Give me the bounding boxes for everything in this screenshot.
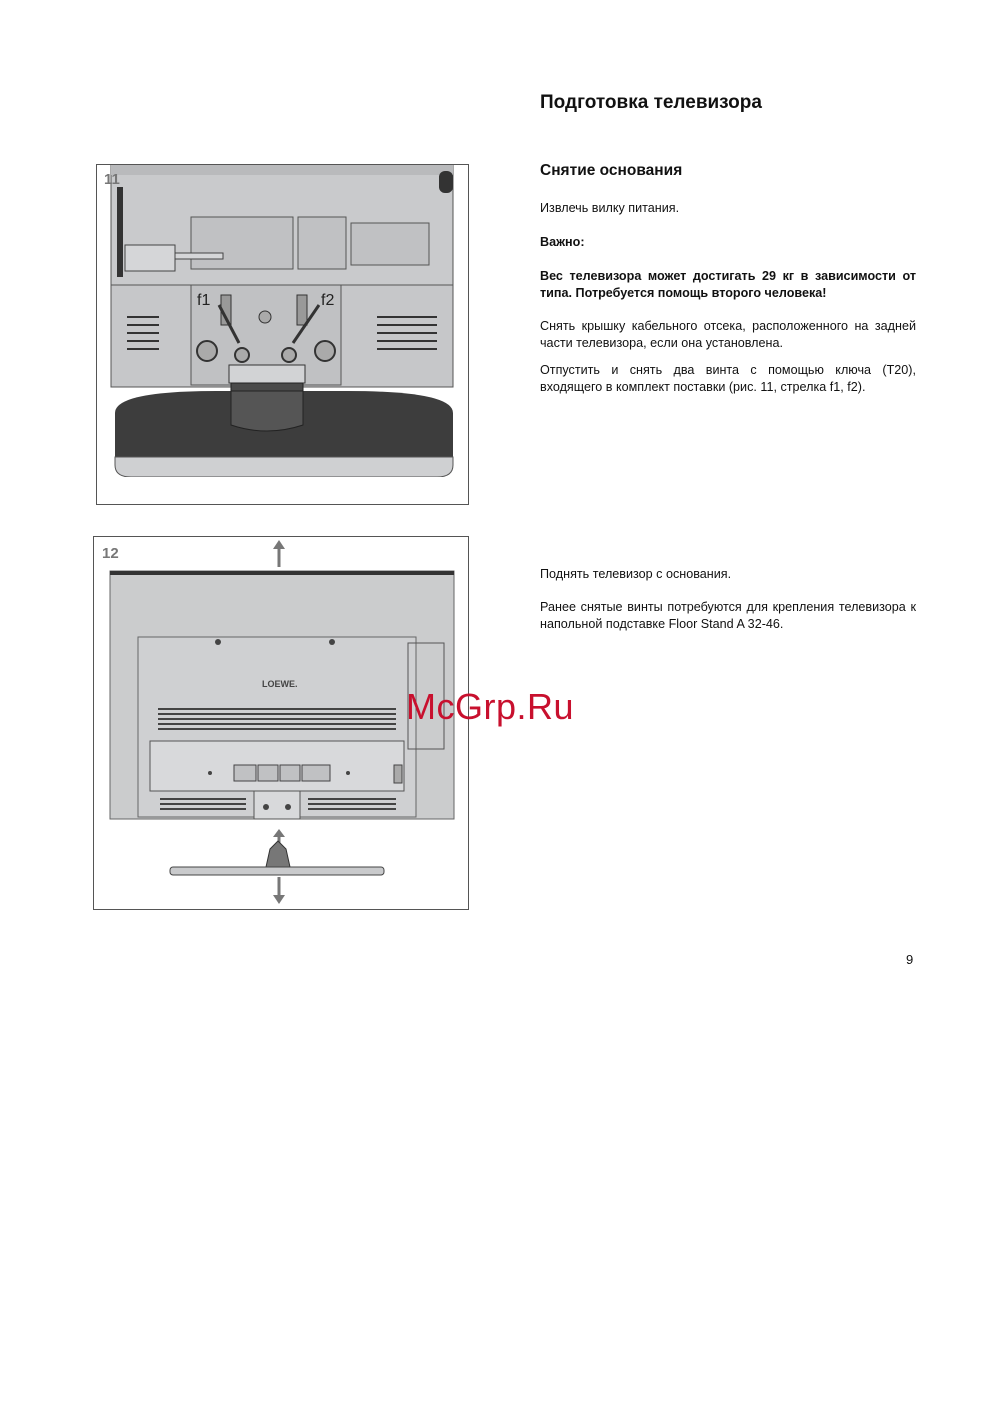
watermark: McGrp.Ru xyxy=(406,686,575,727)
paragraph-cable-cover: Снять крышку кабельного отсека, расположенного на задней части телевизора, если она установлена. xyxy=(540,319,916,350)
section-title: Снятие основания xyxy=(540,162,683,179)
paragraph-floor-stand: Ранее снятые винты потребуются для крепления телевизора к напольной подставке Floor Stand A 32-46. xyxy=(540,600,916,631)
figure-11 xyxy=(96,164,469,505)
figure-11-illustration xyxy=(97,165,468,504)
weight-warning: Вес телевизора может достигать 29 кг в зависимости от типа. Потребуется помощь второго человека! xyxy=(540,269,916,300)
important-label: Важно: xyxy=(540,235,585,249)
tv-brand-label: LOEWE. xyxy=(262,679,298,689)
page-title: Подготовка телевизора xyxy=(540,92,762,113)
figure-11-number: 11 xyxy=(104,171,120,188)
paragraph-screws: Отпустить и снять два винта с помощью ключа (T20), входящего в комплект поставки (рис. 11, стрелка f1, f2). xyxy=(540,363,916,394)
paragraph-lift-tv: Поднять телевизор с основания. xyxy=(540,567,732,581)
paragraph-unplug: Извлечь вилку питания. xyxy=(540,201,680,215)
arrow-label-f1: f1 xyxy=(197,292,211,309)
page-number: 9 xyxy=(906,952,914,967)
figure-12-number: 12 xyxy=(102,545,119,562)
arrow-label-f2: f2 xyxy=(321,292,335,309)
